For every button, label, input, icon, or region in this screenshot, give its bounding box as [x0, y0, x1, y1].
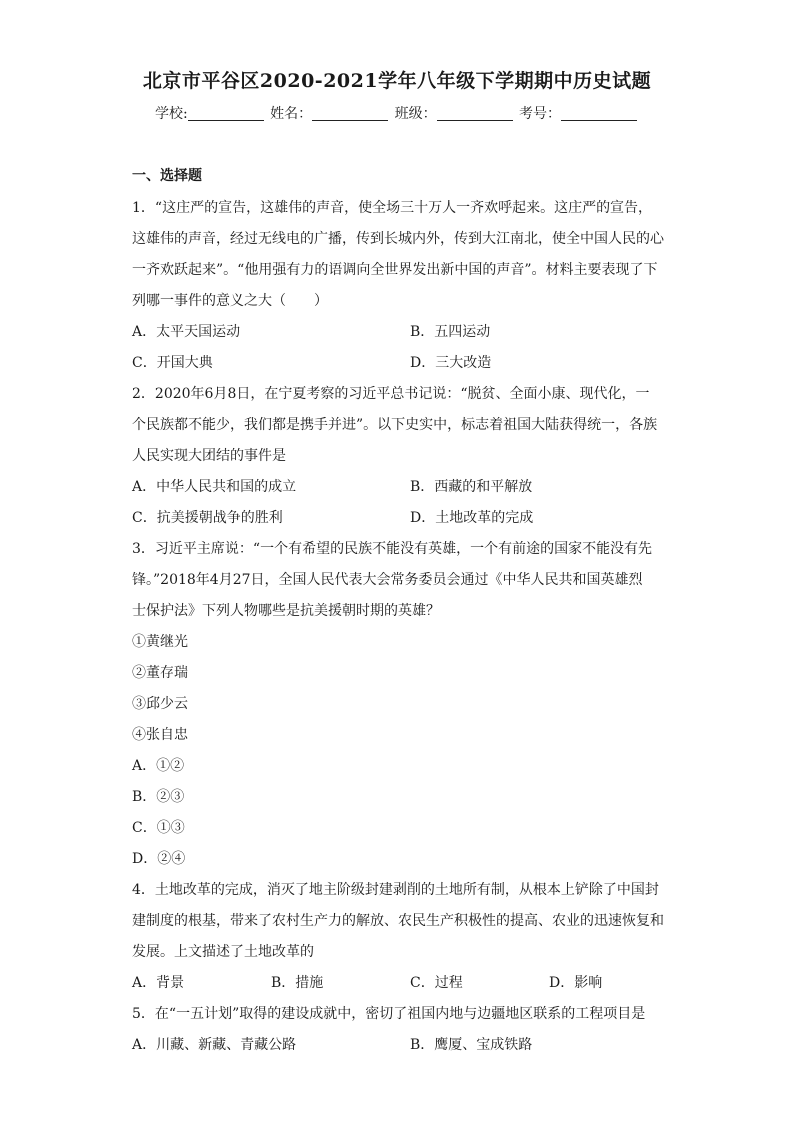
question-2-option-b: B．西藏的和平解放	[410, 479, 533, 495]
school-label: 学校:	[154, 106, 188, 122]
question-3-option-c: C．①③	[132, 820, 185, 836]
class-label: 班级：	[394, 106, 437, 122]
question-3-item: ③邱少云	[132, 696, 188, 712]
question-3-line: 3．习近平主席说：“一个有希望的民族不能没有英雄，一个有前途的国家不能没有先	[132, 541, 653, 557]
question-2-options-row	[132, 503, 666, 534]
question-1-option-d: D．三大改造	[410, 355, 492, 371]
question-3-item: ①黄继光	[132, 634, 188, 650]
school-blank	[188, 106, 264, 121]
question-3-option-b: B．②③	[132, 789, 185, 805]
question-1-options-row	[132, 317, 666, 348]
question-3-item: ④张自忠	[132, 727, 188, 743]
question-3	[132, 534, 666, 875]
question-2-line: 个民族都不能少，我们都是携手并进”。以下史实中，标志着祖国大陆获得统一，各族	[132, 417, 658, 433]
question-5	[132, 999, 666, 1061]
question-1-option-c: C．开国大典	[132, 355, 213, 371]
question-4-line: 4．土地改革的完成，消灭了地主阶级封建剥削的土地所有制，从根本上铲除了中国封	[132, 882, 659, 898]
question-3-option-a: A．①②	[132, 758, 185, 774]
name-blank	[312, 106, 388, 121]
question-1-line: 一齐欢跃起来”。“他用强有力的语调向全世界发出新中国的声音”。材料主要表现了下	[132, 262, 658, 278]
question-1-line: 这雄伟的声音，经过无线电的广播，传到长城内外，传到大江南北，使全中国人民的心	[132, 231, 664, 247]
question-4-option-c: C．过程	[410, 975, 463, 991]
question-3-option-d: D．②④	[132, 851, 186, 867]
exam-no-blank	[561, 106, 637, 121]
name-label: 姓名：	[270, 106, 313, 122]
section-heading: 一、选择题	[132, 168, 202, 184]
question-4-options-row	[132, 968, 666, 999]
question-4	[132, 875, 666, 999]
question-4-option-a: A．背景	[132, 975, 185, 991]
question-5-options-row	[132, 1030, 666, 1061]
question-2-line: 人民实现大团结的事件是	[132, 448, 286, 464]
question-1	[132, 193, 666, 379]
question-3-item: ②董存瑞	[132, 665, 188, 681]
question-1-options-row	[132, 348, 666, 379]
question-5-line: 5．在“一五计划”取得的建设成就中，密切了祖国内地与边疆地区联系的工程项目是	[132, 1006, 646, 1022]
question-2	[132, 379, 666, 534]
question-5-option-b: B．鹰厦、宝成铁路	[410, 1037, 533, 1053]
question-4-option-d: D．影响	[549, 975, 603, 991]
question-2-options-row	[132, 472, 666, 503]
question-4-line: 发展。上文描述了土地改革的	[132, 944, 314, 960]
question-2-option-a: A．中华人民共和国的成立	[132, 479, 297, 495]
question-2-option-d: D．土地改革的完成	[410, 510, 534, 526]
question-2-option-c: C．抗美援朝战争的胜利	[132, 510, 283, 526]
exam-content	[132, 164, 666, 1061]
student-info-line	[0, 103, 794, 123]
question-2-line: 2．2020年6月8日，在宁夏考察的习近平总书记说：“脱贫、全面小康、现代化，一	[132, 386, 650, 402]
question-1-line: 1．“这庄严的宣告，这雄伟的声音，使全场三十万人一齐欢呼起来。这庄严的宣告，	[132, 200, 653, 216]
exam-title: 北京市平谷区2020-2021学年八年级下学期期中历史试题	[142, 70, 652, 92]
question-4-line: 建制度的根基，带来了农村生产力的解放、农民生产积极性的提高、农业的迅速恢复和	[132, 913, 664, 929]
question-4-option-b: B．措施	[271, 975, 324, 991]
question-5-option-a: A．川藏、新藏、青藏公路	[132, 1037, 297, 1053]
question-3-line: 锋。”2018年4月27日，全国人民代表大会常务委员会通过《中华人民共和国英雄烈	[132, 572, 643, 588]
class-blank	[437, 106, 513, 121]
question-1-option-b: B．五四运动	[410, 324, 491, 340]
question-3-line: 士保护法》下列人物哪些是抗美援朝时期的英雄？	[132, 603, 440, 619]
question-1-option-a: A．太平天国运动	[132, 324, 241, 340]
exam-no-label: 考号：	[519, 106, 562, 122]
question-1-line: 列哪一事件的意义之大（ ）	[132, 293, 328, 309]
